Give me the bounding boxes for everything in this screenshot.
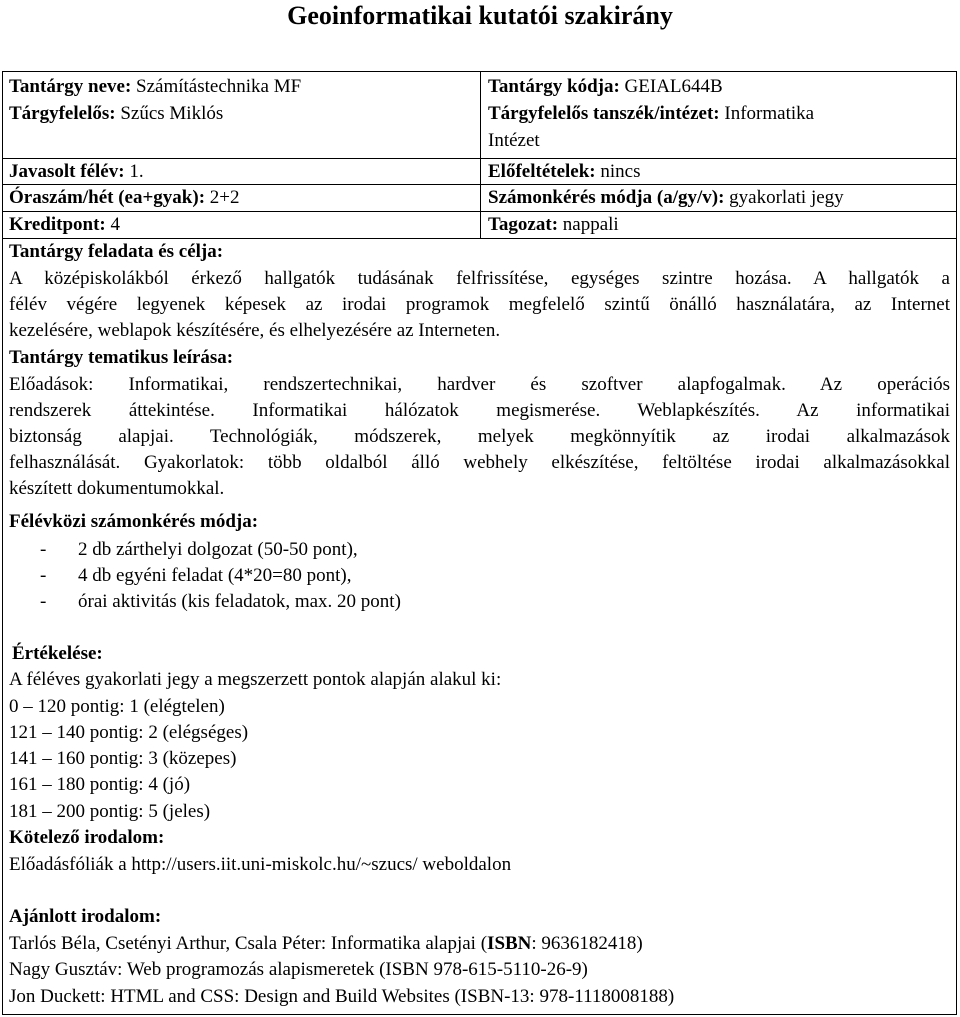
goal-line: kezelésére, weblapok készítésére, és elhelyezésére az Interneten. (9, 320, 501, 341)
responsible-value: Szűcs Miklós (120, 103, 224, 124)
prerequisites (488, 159, 640, 185)
goal-line: A középiskolákból érkező hallgatók tudásának felfrissítése, egységes szintre hozása. A hallgatók a (9, 268, 950, 289)
department-label: Tárgyfelelős tanszék/intézet: (488, 103, 720, 124)
recommended-reading-item: Jon Duckett: HTML and CSS: Design and Build Websites (ISBN-13: 978-1118008188) (9, 986, 675, 1007)
assessment-label: Számonkérés módja (a/gy/v): (488, 187, 725, 208)
prerequisites-value: nincs (600, 161, 641, 182)
subject-name-value: Számítástechnika MF (136, 76, 302, 97)
header-row-divider-3 (2, 211, 957, 212)
grading-heading: Értékelése: (12, 643, 103, 664)
recommended-reading-item (9, 931, 643, 957)
topics-line: rendszerek áttekintése. Informatikai hálózatok megismerése. Weblapkészítés. Az informatikai (9, 400, 950, 421)
grading-scale-item: 121 – 140 pontig: 2 (elégséges) (9, 722, 249, 743)
midterm-item-text: 4 db egyéni feladat (4*20=80 pont), (78, 565, 352, 586)
subject-name (9, 74, 301, 100)
credits-label: Kreditpont: (9, 214, 106, 235)
isbn-label: ISBN (487, 933, 532, 954)
semester (9, 159, 144, 185)
grading-scale-item: 141 – 160 pontig: 3 (közepes) (9, 748, 237, 769)
header-row-divider-1 (2, 158, 957, 159)
assessment (488, 185, 844, 211)
subject-code-label: Tantárgy kódja: (488, 76, 620, 97)
topics-line: készített dokumentumokkal. (9, 478, 225, 499)
hours-label: Óraszám/hét (ea+gyak): (9, 187, 206, 208)
department (488, 101, 814, 127)
credits-value: 4 (110, 214, 121, 235)
grading-scale-item: 0 – 120 pontig: 1 (elégtelen) (9, 696, 225, 717)
topics-line: biztonság alapjai. Technológiák, módszerek, melyek megkönnyítik az irodai alkalmazások (9, 426, 950, 447)
department-value: Informatika (724, 103, 815, 124)
grading-intro: A féléves gyakorlati jegy a megszerzett pontok alapján alakul ki: (9, 669, 502, 690)
credits (9, 212, 120, 238)
recommended-reading-item: Nagy Gusztáv: Web programozás alapismeretek (ISBN 978-615-5110-26-9) (9, 959, 588, 980)
recommended-item-text: Tarlós Béla, Csetényi Arthur, Csala Péter: Informatika alapjai ( (9, 933, 488, 954)
topics-line: felhasználását. Gyakorlatok: több oldalból álló webhely elkészítése, feltöltése irodai alkalmazásokkal (9, 452, 950, 473)
page-title: Geoinformatikai kutatói szakirány (287, 1, 673, 30)
responsible (9, 101, 223, 127)
recommended-reading-heading: Ajánlott irodalom: (9, 906, 162, 927)
department-continued: Intézet (488, 130, 540, 151)
required-reading-heading: Kötelező irodalom: (9, 827, 165, 848)
semester-value: 1. (129, 161, 144, 182)
study-mode (488, 212, 619, 238)
hours (9, 185, 240, 211)
recommended-item-text: : 9636182418) (531, 933, 643, 954)
topics-heading: Tantárgy tematikus leírása: (9, 347, 234, 368)
subject-code (488, 74, 723, 100)
grading-scale-item: 161 – 180 pontig: 4 (jó) (9, 774, 191, 795)
topics-line: Előadások: Informatikai, rendszertechnikai, hardver és szoftver alapfogalmak. Az operációs (9, 374, 950, 395)
goal-line: félév végére legyenek képesek az irodai programok megfelelő szintű önálló használatára, az Internet (9, 294, 950, 315)
semester-label: Javasolt félév: (9, 161, 125, 182)
midterm-heading: Félévközi számonkérés módja: (9, 511, 259, 532)
study-mode-value: nappali (562, 214, 619, 235)
midterm-item: - 2 db zárthelyi dolgozat (50-50 pont), (40, 539, 358, 560)
midterm-item: - órai aktivitás (kis feladatok, max. 20 pont) (40, 591, 401, 612)
hours-value: 2+2 (209, 187, 240, 208)
subject-code-value: GEIAL644B (624, 76, 723, 97)
study-mode-label: Tagozat: (488, 214, 559, 235)
grading-scale-item: 181 – 200 pontig: 5 (jeles) (9, 801, 211, 822)
required-reading-text: Előadásfóliák a http://users.iit.uni-miskolc.hu/~szucs/ weboldalon (9, 854, 512, 875)
midterm-item-text: 2 db zárthelyi dolgozat (50-50 pont), (78, 539, 358, 560)
midterm-item: - 4 db egyéni feladat (4*20=80 pont), (40, 565, 352, 586)
prerequisites-label: Előfeltételek: (488, 161, 596, 182)
subject-name-label: Tantárgy neve: (9, 76, 132, 97)
goal-heading: Tantárgy feladata és célja: (9, 241, 224, 262)
midterm-item-text: órai aktivitás (kis feladatok, max. 20 pont) (78, 591, 401, 612)
header-column-divider (480, 71, 481, 239)
assessment-value: gyakorlati jegy (729, 187, 844, 208)
responsible-label: Tárgyfelelős: (9, 103, 116, 124)
